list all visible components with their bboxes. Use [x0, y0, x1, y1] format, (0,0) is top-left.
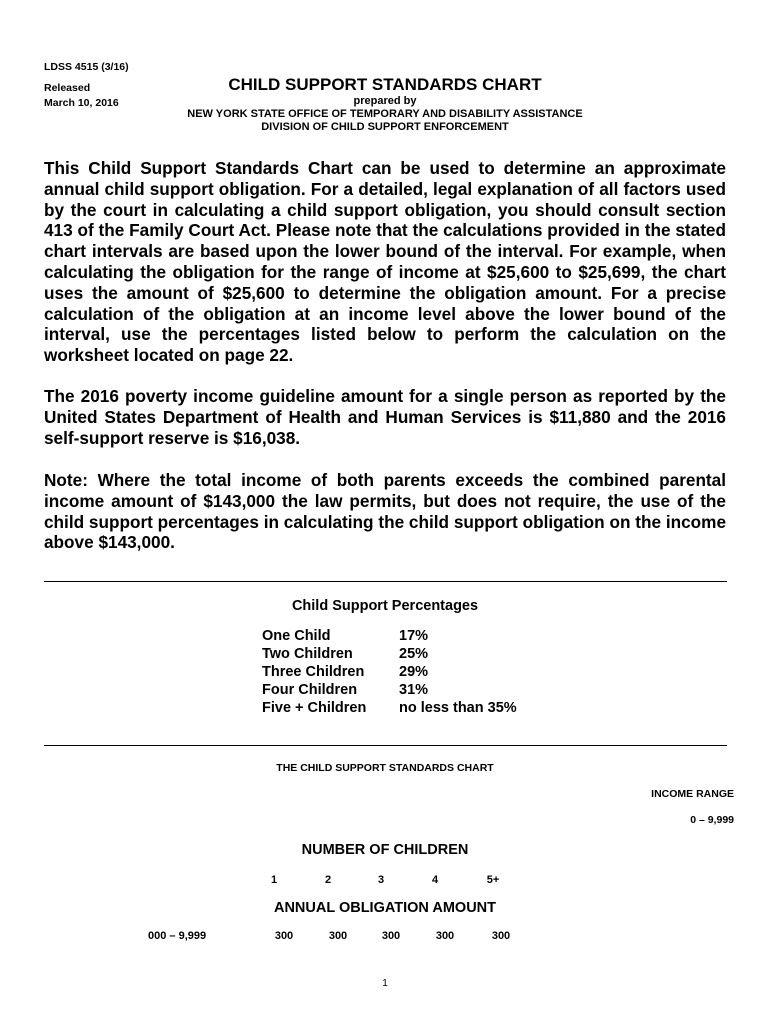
- obligation-cell: 300: [381, 930, 401, 942]
- percentage-value: 29%: [399, 664, 429, 680]
- released-label: Released: [44, 82, 91, 94]
- divider-top: [44, 581, 727, 582]
- release-date: March 10, 2016: [44, 97, 119, 109]
- chart-title: THE CHILD SUPPORT STANDARDS CHART: [276, 762, 494, 774]
- obligation-cell: 300: [274, 930, 294, 942]
- percentage-label: Five + Children: [262, 700, 367, 716]
- agency-name: NEW YORK STATE OFFICE OF TEMPORARY AND DISABILITY ASSISTANCE: [187, 108, 583, 120]
- obligation-cell: 300: [435, 930, 455, 942]
- percentage-label: Three Children: [262, 664, 365, 680]
- children-heading: NUMBER OF CHILDREN: [301, 842, 469, 858]
- obligation-cell: 300: [491, 930, 511, 942]
- form-id: LDSS 4515 (3/16): [44, 61, 129, 73]
- intro-paragraph-3: Note: Where the total income of both parents exceeds the combined parental income amount of $143,000 the law permits, but does not require, the use of the child support percentages in calculating the child support obligation on the income above $143,000.: [44, 470, 726, 553]
- children-column-header: 3: [377, 874, 385, 886]
- percentage-value: no less than 35%: [399, 700, 517, 716]
- obligation-heading: ANNUAL OBLIGATION AMOUNT: [273, 900, 497, 916]
- percentage-value: 25%: [399, 646, 429, 662]
- division-name: DIVISION OF CHILD SUPPORT ENFORCEMENT: [261, 121, 509, 133]
- percentage-label: Four Children: [262, 682, 358, 698]
- intro-paragraph-1: This Child Support Standards Chart can be used to determine an approximate annual child support obligation. For a detailed, legal explanation of all factors used by the court in calculating a child support obligation, you should consult section 413 of the Family Court Act. Please note that the calculations provided in the stated chart intervals are based upon the lower bound of the interval. For example, when calculating the obligation for the range of income at $25,600 to $25,699, the chart uses the amount of $25,600 to determine the obligation amount. For a precise calculation of the obligation at an income level above the lower bound of the interval, use the percentages listed below to perform the calculation on the worksheet located on page 22.: [44, 158, 726, 366]
- income-range-value: 0 – 9,999: [690, 814, 734, 826]
- page-title: CHILD SUPPORT STANDARDS CHART: [228, 75, 542, 94]
- children-column-header: 4: [431, 874, 439, 886]
- income-range-label: INCOME RANGE: [651, 788, 734, 800]
- children-column-header: 1: [270, 874, 278, 886]
- obligation-cell: 300: [328, 930, 348, 942]
- intro-paragraph-2: The 2016 poverty income guideline amount for a single person as reported by the United States Department of Health and Human Services is $11,880 and the 2016 self-support reserve is $16,038.: [44, 386, 726, 448]
- children-column-header: 2: [324, 874, 332, 886]
- prepared-by: prepared by: [353, 95, 417, 107]
- divider-bottom: [44, 745, 727, 746]
- income-range-cell: 000 – 9,999: [148, 930, 207, 942]
- children-column-header: 5+: [486, 874, 500, 886]
- percentage-label: One Child: [262, 628, 331, 644]
- percentage-value: 17%: [399, 628, 429, 644]
- percentage-value: 31%: [399, 682, 429, 698]
- percentage-label: Two Children: [262, 646, 353, 662]
- percentages-title: Child Support Percentages: [291, 598, 479, 614]
- page-number: 1: [382, 978, 388, 989]
